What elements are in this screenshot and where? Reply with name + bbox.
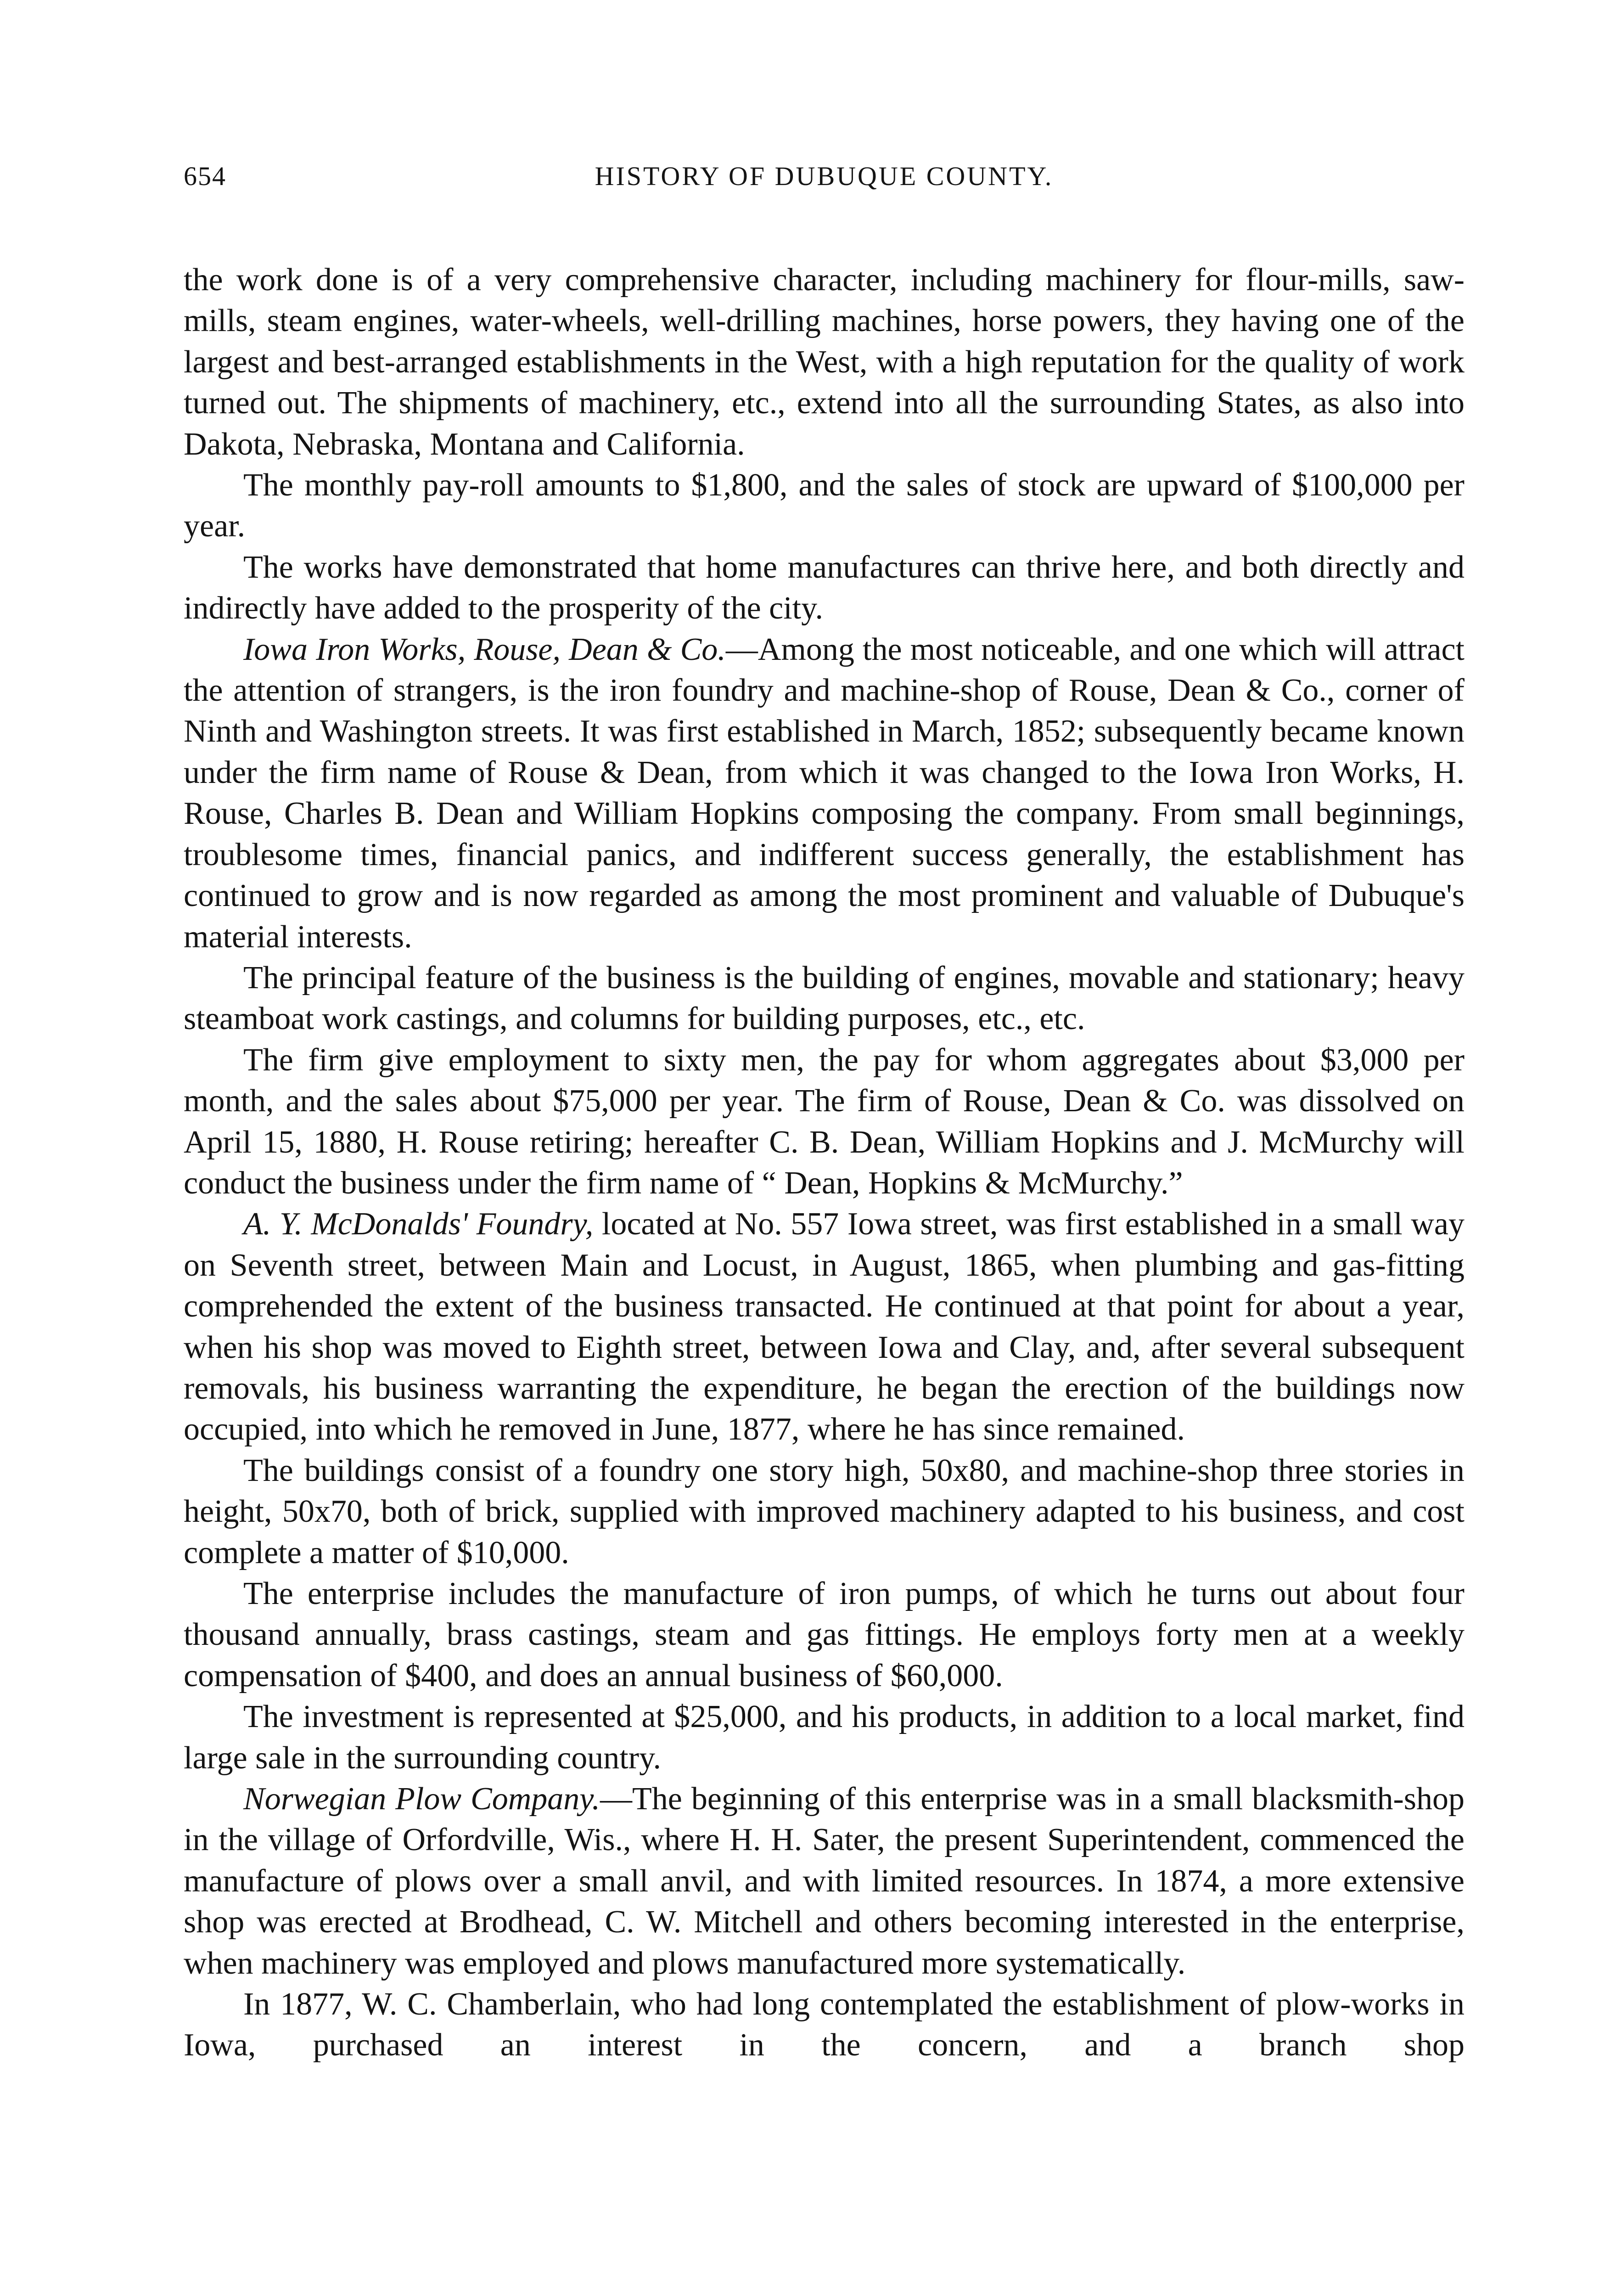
paragraph-text: The firm give employment to sixty men, the pay for whom aggregates about $3,000 per month, and the sales about $75,000 per year. The firm of Rouse, Dean & Co. was dissolved on April 15, 1880, H. Rouse retiring; hereafter C. B. Dean, William Hopkins and J. McMurchy will conduct the business under the firm name of “ Dean, Hopkins & McMurchy.” [184, 1042, 1464, 1201]
page [184, 161, 1465, 2063]
paragraph-firm-employment [184, 1040, 1464, 1204]
paragraph-text: located at No. 557 Iowa street, was first established in a small way on Seventh street, between Main and Locust, in August, 1865, when plumbing and gas-fitting comprehended the extent of the business transacted. He continued at that point for about a year, when his shop was moved to Eighth street, between Iowa and Clay, and, after several subsequent removals, his business warranting the expenditure, he began the erection of the buildings now occupied, into which he removed in June, 1877, where he has since remained. [184, 1206, 1464, 1447]
paragraph-continuation [184, 259, 1464, 465]
paragraph-text: In 1877, W. C. Chamberlain, who had long contemplated the establishment of plow-works in Iowa, purchased an interest in the concern, and a branch shop [184, 1986, 1464, 2063]
paragraph-text: The enterprise includes the manufacture of iron pumps, of which he turns out about four thousand annually, brass castings, steam and gas fittings. He employs forty men at a weekly compensation of $400, and does an annual business of $60,000. [184, 1576, 1464, 1694]
running-title: HISTORY OF DUBUQUE COUNTY. [595, 161, 1054, 191]
paragraph-iowa-iron-works [184, 629, 1464, 957]
paragraph-text: The principal feature of the business is the building of engines, movable and stationary; heavy steamboat work castings, and columns for building purposes, etc., etc. [184, 960, 1464, 1037]
paragraph-text: The investment is represented at $25,000, and his products, in addition to a local market, find large sale in the surrounding country. [184, 1699, 1464, 1776]
paragraph-text: the work done is of a very comprehensive character, including machinery for flour-mills, saw-mills, steam engines, water-wheels, well-drilling machines, horse powers, they having one of the largest and best-arranged establishments in the West, with a high reputation for the quality of work turned out. The shipments of machinery, etc., extend into all the surrounding States, as also into Dakota, Nebraska, Montana and California. [184, 262, 1464, 462]
page-number: 654 [184, 161, 226, 191]
paragraph-investment [184, 1696, 1464, 1778]
paragraph-norwegian-plow [184, 1778, 1464, 1984]
section-lead: Norwegian Plow Company. [243, 1781, 600, 1817]
paragraph-enterprise [184, 1573, 1464, 1696]
paragraph-payroll [184, 465, 1464, 547]
section-lead: A. Y. McDonalds' Foundry, [243, 1206, 594, 1242]
section-lead: Iowa Iron Works, Rouse, Dean & Co. [243, 631, 726, 667]
paragraph-home-manufactures [184, 547, 1464, 629]
body-text [184, 259, 1464, 2066]
paragraph-text: The buildings consist of a foundry one story high, 50x80, and machine-shop three stories in height, 50x70, both of brick, supplied with improved machinery adapted to his business, and cost complete a matter of $10,000. [184, 1452, 1464, 1570]
paragraph-buildings [184, 1450, 1464, 1573]
paragraph-text: —Among the most noticeable, and one which will attract the attention of strangers, is the iron foundry and machine-shop of Rouse, Dean & Co., corner of Ninth and Washington streets. It was first established in March, 1852; subsequently became known under the firm name of Rouse & Dean, from which it was changed to the Iowa Iron Works, H. Rouse, Charles B. Dean and William Hopkins composing the company. From small beginnings, troublesome times, financial panics, and indifferent success generally, the establishment has continued to grow and is now regarded as among the most prominent and valuable of Dubuque's material interests. [184, 631, 1465, 955]
paragraph-mcdonalds-foundry [184, 1204, 1464, 1450]
paragraph-chamberlain [184, 1984, 1464, 2066]
page-header [184, 161, 1464, 211]
paragraph-text: The works have demonstrated that home manufactures can thrive here, and both directly and indirectly have added to the prosperity of the city. [184, 549, 1464, 626]
paragraph-text: The monthly pay-roll amounts to $1,800, and the sales of stock are upward of $100,000 per year. [184, 467, 1464, 544]
paragraph-principal-feature [184, 957, 1464, 1040]
paragraph-text: —The beginning of this enterprise was in a small blacksmith-shop in the village of Orfordville, Wis., where H. H. Sater, the present Superintendent, commenced the manufacture of plows over a small anvil, and with limited resources. In 1874, a more extensive shop was erected at Brodhead, C. W. Mitchell and others becoming interested in the enterprise, when machinery was employed and plows manufactured more systematically. [184, 1781, 1465, 1981]
